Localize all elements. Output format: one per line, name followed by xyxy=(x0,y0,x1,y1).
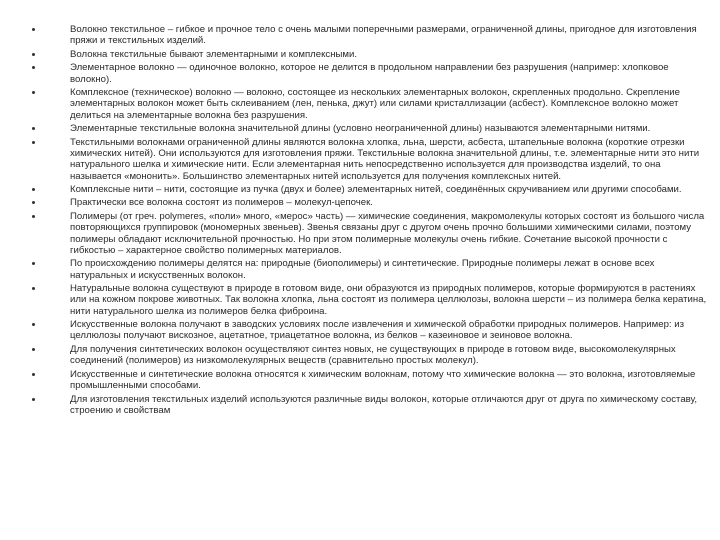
bullet-icon xyxy=(32,91,35,94)
bullet-icon xyxy=(32,66,35,69)
list-item xyxy=(24,87,708,121)
list-item-text: Волокна текстильные бывают элементарными и комплексными. xyxy=(70,48,358,60)
bullet-icon xyxy=(32,215,35,218)
list-item-text: Искусственные и синтетические волокна относятся к химическим волокнам, потому что химические волокна — это волокна, изготовляемые промышленными способами. xyxy=(70,368,696,392)
bullet-icon xyxy=(32,53,35,56)
list-item xyxy=(24,137,708,182)
list-item xyxy=(24,394,708,417)
bullet-icon xyxy=(32,141,35,144)
list-item xyxy=(24,258,708,281)
bullet-list xyxy=(24,24,708,418)
list-item xyxy=(24,123,708,134)
list-item xyxy=(24,369,708,392)
bullet-icon xyxy=(32,28,35,31)
list-item-text: Элементарное волокно — одиночное волокно, которое не делится в продольном направлении без разрушения (например: хлопковое волокно). xyxy=(70,62,669,85)
list-item xyxy=(24,62,708,85)
list-item xyxy=(24,283,708,317)
list-item-text: Элементарные текстильные волокна значительной длины (условно неограниченной длины) называются элементарными нитями. xyxy=(70,123,651,135)
bullet-icon xyxy=(32,188,35,191)
bullet-icon xyxy=(32,262,35,265)
list-item-text: Волокно текстильное – гибкое и прочное тело с очень малыми поперечными размерами, ограниченной длины, пригодное для изготовления пряжи и текстильных изделий. xyxy=(70,24,697,47)
bullet-icon xyxy=(32,287,35,290)
list-item-text: Полимеры (от греч. polymeres, «поли» много, «мерос» часть) — химические соединения, макромолекулы которых состоят из большого числа повторяющихся группировок (мономерных звеньев). Звенья связаны друг с другом очень прочно большими химическими силами, поэтому полимеры обладают исключительной прочностью. Но при этом полимерные молекулы очень гибкие. Сочетание высокой прочности с гибкостью – характерное свойство полимерных материалов. xyxy=(70,210,705,256)
list-item xyxy=(24,344,708,367)
list-item-text: Практически все волокна состоят из полимеров – молекул-цепочек. xyxy=(70,197,373,209)
bullet-icon xyxy=(32,373,35,376)
list-item-text: Для получения синтетических волокон осуществляют синтез новых, не существующих в природе в готовом виде, высокомолекулярных соединений (полимеров) из низкомолекулярных веществ (сравнительно простых молекул). xyxy=(70,343,676,367)
list-item xyxy=(24,319,708,342)
list-item xyxy=(24,184,708,195)
list-item xyxy=(24,24,708,47)
list-item-text: Искусственные волокна получают в заводских условиях после извлечения и химической обработки природных полимеров. Например: из целлюлозы получают вискозное, ацетатное, триацетатное волокна, из белков – казеиновое и зеиновое волокна. xyxy=(70,319,685,342)
bullet-icon xyxy=(32,201,35,204)
list-item-text: По происхождению полимеры делятся на: природные (биополимеры) и синтетические. Природные полимеры лежат в основе всех натуральных и искусственных волокон. xyxy=(70,258,655,281)
list-item-text: Комплексное (техническое) волокно — волокно, состоящее из нескольких элементарных волокон, скрепленных продольно. Скрепление элементарных волокон может быть склеиванием (лен, пенька, джут) или силами кристаллизации (асбест). Комплексное волокно может делиться на элементарные волокна без разрушения. xyxy=(70,87,681,121)
list-item xyxy=(24,49,708,60)
bullet-icon xyxy=(32,398,35,401)
bullet-icon xyxy=(32,127,35,130)
bullet-icon xyxy=(32,348,35,351)
list-item-text: Комплексные нити – нити, состоящие из пучка (двух и более) элементарных нитей, соединённых скручиванием или другими способами. xyxy=(70,183,682,195)
list-item xyxy=(24,211,708,256)
list-item-text: Текстильными волокнами ограниченной длины являются волокна хлопка, льна, шерсти, асбеста, штапельные волокна (короткие отрезки химических нитей). Они используются для изготовления пряжи. Текстильные волокна значительной длины, т.е. элементарные нити это нити натурального шелка и химические нити. Если элементарная нить непосредственно используется для производства изделий, то она называется «мононить». Большинство элементарных нитей используется для получения комплексных нитей. xyxy=(70,136,700,182)
list-item xyxy=(24,197,708,208)
list-item-text: Для изготовления текстильных изделий используются различные виды волокон, которые отличаются друг от друга по химическому составу, строению и свойствам xyxy=(70,393,698,416)
list-item-text: Натуральные волокна существуют в природе в готовом виде, они образуются из природных полимеров, которые формируются в растениях или на кожном покрове животных. Так волокна хлопка, льна состоят из полимера целлюлозы, волокна шерсти – из полимера белка кератина, нити натурального шелка из полимеров белка фиброина. xyxy=(70,283,707,317)
bullet-icon xyxy=(32,323,35,326)
